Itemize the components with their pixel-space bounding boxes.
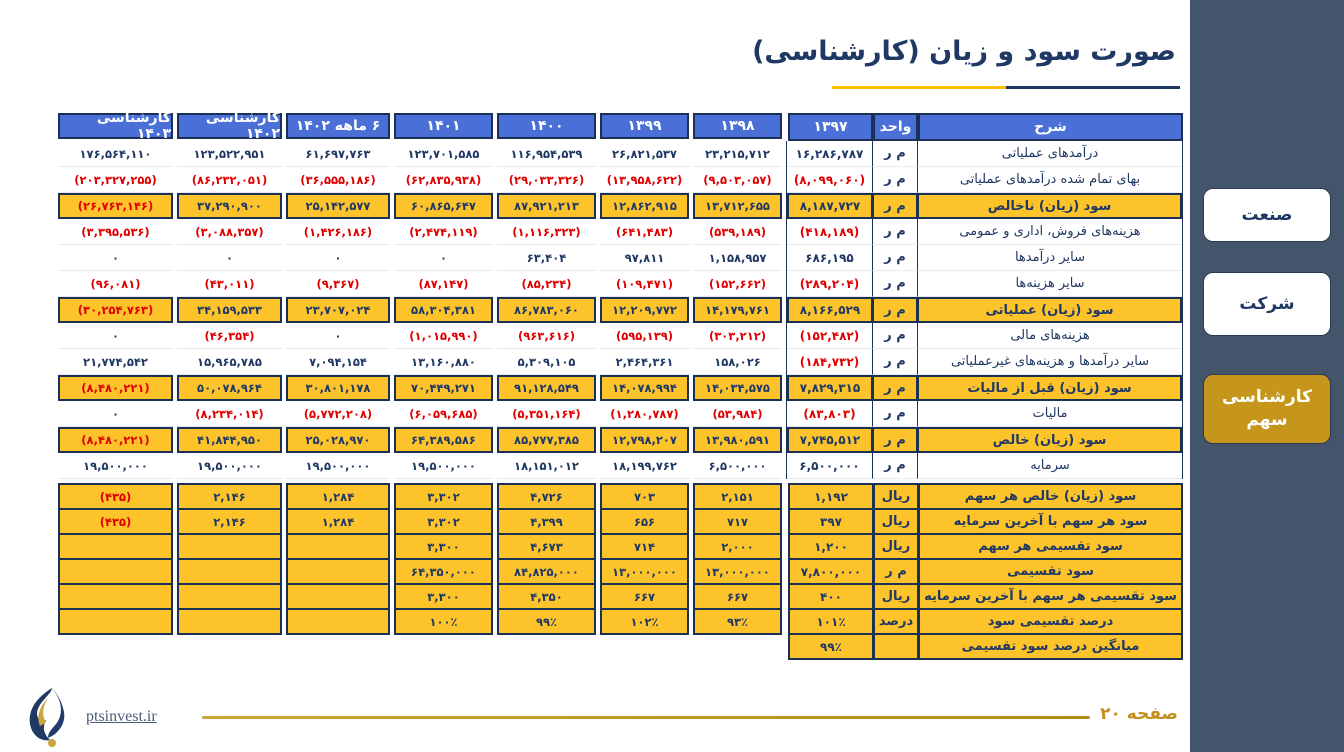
row-unit: م ر	[872, 349, 917, 375]
value-cell: (۱۵۲,۴۸۲)	[787, 323, 872, 349]
row-label: سرمایه	[917, 453, 1182, 479]
year-header: ۱۳۹۹	[600, 113, 689, 139]
row-unit: م ر	[872, 401, 917, 427]
value-cell: ۶,۵۰۰,۰۰۰	[693, 453, 782, 479]
value-cell: (۵۳,۹۸۴)	[693, 401, 782, 427]
value-cell: (۴۳۵)	[58, 483, 173, 510]
value-cell: ۱۲,۷۹۸,۲۰۷	[600, 427, 689, 453]
value-cell: ۴۱,۸۴۴,۹۵۰	[177, 427, 282, 453]
table-row	[787, 453, 1182, 479]
value-cell: (۹,۳۶۷)	[286, 271, 390, 297]
row-label: هزینه‌های فروش، اداری و عمومی	[917, 219, 1182, 245]
value-cell: (۲,۴۷۴,۱۱۹)	[394, 219, 493, 245]
value-cell: ۱۸,۱۹۹,۷۶۲	[600, 453, 689, 479]
row-label: سایر درآمدها	[917, 245, 1182, 271]
value-cell: ۱۷۶,۵۶۴,۱۱۰	[58, 141, 173, 167]
table-row	[787, 401, 1182, 427]
value-cell: ۶۳,۴۰۴	[497, 245, 596, 271]
row-label: سود (زیان) خالص	[917, 427, 1182, 453]
row-label: بهای تمام شده درآمدهای عملیاتی	[917, 167, 1182, 193]
value-cell: ۱۱۶,۹۵۴,۵۳۹	[497, 141, 596, 167]
value-cell: ۱۵,۹۶۵,۷۸۵	[177, 349, 282, 375]
value-cell: ۴۰۰	[788, 583, 873, 610]
pl-table	[58, 110, 1183, 660]
value-cell	[177, 608, 282, 635]
value-cell: ۲,۴۶۴,۳۶۱	[600, 349, 689, 375]
value-cell: (۲۹,۰۳۳,۳۲۶)	[497, 167, 596, 193]
value-cell: ۳۰,۸۰۱,۱۷۸	[286, 375, 390, 401]
value-cell: ۷۰۳	[600, 483, 689, 510]
value-cell: (۵۳۹,۱۸۹)	[693, 219, 782, 245]
value-cell: ۱۹,۵۰۰,۰۰۰	[58, 453, 173, 479]
value-cell: (۸,۴۸۰,۲۲۱)	[58, 375, 173, 401]
table-row	[787, 375, 1182, 401]
year-header: کارشناسی ۱۴۰۳	[58, 113, 173, 139]
value-cell: ۶,۵۰۰,۰۰۰	[787, 453, 872, 479]
row-unit: م ر	[872, 193, 917, 219]
value-cell: ۷,۰۹۴,۱۵۴	[286, 349, 390, 375]
sidebar-button-label: کارشناسی سهم	[1221, 387, 1312, 430]
value-cell: (۳۶,۵۵۵,۱۸۶)	[286, 167, 390, 193]
year-header: ۶ ماهه ۱۴۰۲	[286, 113, 390, 139]
value-cell: (۸۳,۸۰۳)	[787, 401, 872, 427]
value-cell: ۱۴,۱۷۹,۷۶۱	[693, 297, 782, 323]
value-cell: ۶۰,۸۶۵,۶۴۷	[394, 193, 493, 219]
value-cell: (۴۳۵)	[58, 508, 173, 535]
row-label: سود (زیان) قبل از مالیات	[917, 375, 1182, 401]
value-cell: ۱۵۸,۰۲۶	[693, 349, 782, 375]
value-cell: ۸۵,۷۷۷,۳۸۵	[497, 427, 596, 453]
value-cell: ۸۴,۸۲۵,۰۰۰	[497, 558, 596, 585]
unit-header: واحد	[873, 113, 918, 141]
value-cell: ۰	[58, 323, 173, 349]
row-unit: ریال	[873, 508, 918, 535]
value-cell: ۲۱,۷۷۴,۵۴۲	[58, 349, 173, 375]
table-row	[787, 245, 1182, 271]
row-label: میانگین درصد سود تقسیمی	[918, 633, 1183, 660]
value-cell: ۵,۳۰۹,۱۰۵	[497, 349, 596, 375]
page-title: صورت سود و زیان (کارشناسی)	[752, 36, 1176, 67]
footer-site-link[interactable]: ptsinvest.ir	[86, 708, 157, 725]
value-cell: ۵۸,۳۰۴,۳۸۱	[394, 297, 493, 323]
table-row	[787, 427, 1182, 453]
value-cell: ۲,۱۴۶	[177, 508, 282, 535]
value-cell: (۱۸۴,۷۳۲)	[787, 349, 872, 375]
value-cell: ۸,۱۸۷,۷۲۷	[787, 193, 872, 219]
value-cell: ۱۹,۵۰۰,۰۰۰	[286, 453, 390, 479]
row-label: مالیات	[917, 401, 1182, 427]
row-unit: م ر	[872, 167, 917, 193]
page-number: صفحه ۲۰	[1100, 704, 1178, 724]
value-cell: ۱۳,۹۸۰,۵۹۱	[693, 427, 782, 453]
value-cell: ۱۹,۵۰۰,۰۰۰	[394, 453, 493, 479]
value-cell: ۱۲۳,۷۰۱,۵۸۵	[394, 141, 493, 167]
title-underline	[832, 86, 1180, 89]
value-cell: (۶,۰۵۹,۶۸۵)	[394, 401, 493, 427]
sidebar	[1190, 0, 1344, 752]
value-cell: ۱۰۱٪	[788, 608, 873, 635]
value-cell	[58, 583, 173, 610]
row-unit: م ر	[872, 271, 917, 297]
table-row	[787, 193, 1182, 219]
year-header: ۱۳۹۷	[788, 113, 873, 141]
value-cell: ۲۶,۸۲۱,۵۳۷	[600, 141, 689, 167]
value-cell: ۱,۱۵۸,۹۵۷	[693, 245, 782, 271]
row-unit	[873, 633, 918, 660]
row-label: سود تقسیمی هر سهم با آخرین سرمایه	[918, 583, 1183, 610]
row-unit: ریال	[873, 483, 918, 510]
value-cell: (۹۶,۰۸۱)	[58, 271, 173, 297]
value-cell: (۸۶,۲۳۲,۰۵۱)	[177, 167, 282, 193]
value-cell: (۵۹۵,۱۳۹)	[600, 323, 689, 349]
value-cell: ۶۴,۳۸۹,۵۸۶	[394, 427, 493, 453]
value-cell	[58, 558, 173, 585]
value-cell	[286, 583, 390, 610]
table-row	[787, 141, 1182, 167]
value-cell: ۱,۲۰۰	[788, 533, 873, 560]
row-label: سایر درآمدها و هزینه‌های غیرعملیاتی	[917, 349, 1182, 375]
value-cell: ۳۷,۲۹۰,۹۰۰	[177, 193, 282, 219]
year-column	[497, 113, 596, 660]
row-unit: م ر	[872, 427, 917, 453]
sidebar-button-label: شرکت	[1239, 293, 1295, 314]
value-cell: (۸,۲۳۴,۰۱۴)	[177, 401, 282, 427]
value-cell: ۴,۳۵۰	[497, 583, 596, 610]
value-cell: ۱۹,۵۰۰,۰۰۰	[177, 453, 282, 479]
value-cell: (۲۶,۷۶۳,۱۴۶)	[58, 193, 173, 219]
value-cell: ۱۲,۸۶۲,۹۱۵	[600, 193, 689, 219]
value-cell: (۱,۱۱۶,۳۲۳)	[497, 219, 596, 245]
year-header: ۱۳۹۸	[693, 113, 782, 139]
value-cell: ۹۹٪	[788, 633, 873, 660]
value-cell: (۱,۴۲۶,۱۸۶)	[286, 219, 390, 245]
value-cell: (۹,۵۰۳,۰۵۷)	[693, 167, 782, 193]
value-cell: (۸۵,۲۳۴)	[497, 271, 596, 297]
value-cell	[58, 533, 173, 560]
value-cell: ۱۳,۰۰۰,۰۰۰	[693, 558, 782, 585]
value-cell: ۱۴,۰۳۴,۵۷۵	[693, 375, 782, 401]
value-cell: (۱۳,۹۵۸,۶۲۲)	[600, 167, 689, 193]
flame-logo-icon	[22, 686, 74, 748]
value-cell: ۸۶,۷۸۳,۰۶۰	[497, 297, 596, 323]
footer-divider	[202, 716, 1090, 719]
table-row	[787, 219, 1182, 245]
value-cell: ۱۲,۲۰۹,۷۷۲	[600, 297, 689, 323]
row-unit: م ر	[872, 323, 917, 349]
value-cell: ۶۶۷	[600, 583, 689, 610]
row-unit: م ر	[872, 245, 917, 271]
row-unit: ریال	[873, 583, 918, 610]
value-cell: ۱۰۲٪	[600, 608, 689, 635]
sidebar-button-company[interactable]	[1203, 272, 1331, 336]
value-cell: ۴,۳۹۹	[497, 508, 596, 535]
value-cell: ۰	[58, 245, 173, 271]
value-cell: (۶۴۱,۴۸۳)	[600, 219, 689, 245]
sidebar-button-share-analysis[interactable]	[1203, 374, 1331, 444]
table-row	[787, 297, 1182, 323]
value-cell: ۱۳,۱۶۰,۸۸۰	[394, 349, 493, 375]
value-cell: (۱۰۹,۴۷۱)	[600, 271, 689, 297]
value-cell: ۲۳,۲۱۵,۷۱۲	[693, 141, 782, 167]
value-cell: ۰	[58, 401, 173, 427]
table-row	[787, 349, 1182, 375]
value-cell: ۱۳,۰۰۰,۰۰۰	[600, 558, 689, 585]
value-cell: ۹۳٪	[693, 608, 782, 635]
value-cell	[177, 533, 282, 560]
value-cell: ۷۱۷	[693, 508, 782, 535]
value-cell: ۲,۱۵۱	[693, 483, 782, 510]
value-cell	[177, 583, 282, 610]
table-row	[786, 483, 1183, 510]
value-cell	[58, 608, 173, 635]
table-row	[787, 323, 1182, 349]
year-column	[394, 113, 493, 660]
table-row	[786, 533, 1183, 560]
year-column	[600, 113, 689, 660]
value-cell: ۲۳,۷۰۷,۰۲۴	[286, 297, 390, 323]
row-unit: ریال	[873, 533, 918, 560]
value-cell: ۱۶,۲۸۶,۷۸۷	[787, 141, 872, 167]
value-cell: (۹۶۳,۶۱۶)	[497, 323, 596, 349]
value-cell: ۱۸,۱۵۱,۰۱۲	[497, 453, 596, 479]
value-cell: (۸,۴۸۰,۲۲۱)	[58, 427, 173, 453]
value-cell: ۲,۱۴۶	[177, 483, 282, 510]
value-cell: (۱,۰۱۵,۹۹۰)	[394, 323, 493, 349]
value-cell: (۸۷,۱۴۷)	[394, 271, 493, 297]
year-header: کارشناسی ۱۴۰۲	[177, 113, 282, 139]
value-cell: ۹۱,۱۲۸,۵۴۹	[497, 375, 596, 401]
value-cell: ۳,۳۰۰	[394, 533, 493, 560]
value-cell: ۵۰,۰۷۸,۹۶۴	[177, 375, 282, 401]
value-cell: ۳۹۷	[788, 508, 873, 535]
row-unit: م ر	[872, 141, 917, 167]
value-cell: (۳,۳۹۵,۵۳۶)	[58, 219, 173, 245]
row-unit: م ر	[872, 453, 917, 479]
value-cell: ۱۲۳,۵۲۲,۹۵۱	[177, 141, 282, 167]
value-cell: (۲۰۳,۳۲۷,۲۵۵)	[58, 167, 173, 193]
row-unit: م ر	[872, 297, 917, 323]
row-label: سود (زیان) ناخالص	[917, 193, 1182, 219]
table-row	[787, 167, 1182, 193]
row-label: هزینه‌های مالی	[917, 323, 1182, 349]
table-row	[786, 583, 1183, 610]
value-cell: ۳,۳۰۲	[394, 508, 493, 535]
row-label: سایر هزینه‌ها	[917, 271, 1182, 297]
row-label: درآمدهای عملیاتی	[917, 141, 1182, 167]
value-cell: ۷,۷۴۵,۵۱۲	[787, 427, 872, 453]
row-unit: م ر	[872, 375, 917, 401]
description-column-group	[786, 113, 1183, 660]
value-cell: ۹۹٪	[497, 608, 596, 635]
value-cell: ۲۵,۱۴۲,۵۷۷	[286, 193, 390, 219]
row-label: سود تقسیمی هر سهم	[918, 533, 1183, 560]
value-cell: (۱,۲۸۰,۷۸۷)	[600, 401, 689, 427]
value-cell: (۳۰۳,۲۱۲)	[693, 323, 782, 349]
value-cell: ۸۷,۹۲۱,۲۱۳	[497, 193, 596, 219]
sidebar-button-industry[interactable]	[1203, 188, 1331, 242]
sidebar-button-label: صنعت	[1241, 204, 1293, 225]
row-unit: درصد	[873, 608, 918, 635]
year-column	[286, 113, 390, 660]
value-cell: ۰	[177, 245, 282, 271]
value-cell: ۳,۳۰۰	[394, 583, 493, 610]
value-cell: ۱,۱۹۲	[788, 483, 873, 510]
value-cell: (۵,۳۵۱,۱۶۴)	[497, 401, 596, 427]
value-cell: (۴۱۸,۱۸۹)	[787, 219, 872, 245]
table-row	[786, 508, 1183, 535]
value-cell: ۷,۸۰۰,۰۰۰	[788, 558, 873, 585]
value-cell: ۶۶۷	[693, 583, 782, 610]
value-cell	[177, 558, 282, 585]
year-header: ۱۴۰۰	[497, 113, 596, 139]
table-row	[786, 558, 1183, 585]
value-cell: ۱,۲۸۴	[286, 483, 390, 510]
year-header: ۱۴۰۱	[394, 113, 493, 139]
row-unit: م ر	[872, 219, 917, 245]
value-cell: ۴,۷۲۶	[497, 483, 596, 510]
row-label: سود تقسیمی	[918, 558, 1183, 585]
value-cell: (۲۸۹,۲۰۴)	[787, 271, 872, 297]
year-column	[693, 113, 782, 660]
value-cell: (۶۲,۸۳۵,۹۳۸)	[394, 167, 493, 193]
value-cell: ۱۳,۷۱۲,۶۵۵	[693, 193, 782, 219]
row-label: سود هر سهم با آخرین سرمایه	[918, 508, 1183, 535]
year-column	[58, 110, 173, 660]
value-cell: ۹۷,۸۱۱	[600, 245, 689, 271]
value-cell: ۶۱,۶۹۷,۷۶۳	[286, 141, 390, 167]
value-cell	[286, 608, 390, 635]
value-cell: ۳۴,۱۵۹,۵۳۳	[177, 297, 282, 323]
value-cell: ۶۵۶	[600, 508, 689, 535]
value-cell: ۶۴,۳۵۰,۰۰۰	[394, 558, 493, 585]
row-label: سود (زیان) خالص هر سهم	[918, 483, 1183, 510]
value-cell: ۱۰۰٪	[394, 608, 493, 635]
value-cell: ۲۵,۰۲۸,۹۷۰	[286, 427, 390, 453]
value-cell: ۲,۰۰۰	[693, 533, 782, 560]
value-cell: (۴۶,۳۵۴)	[177, 323, 282, 349]
value-cell: (۱۵۲,۶۶۲)	[693, 271, 782, 297]
value-cell: ۰	[286, 245, 390, 271]
value-cell: (۵,۷۷۲,۲۰۸)	[286, 401, 390, 427]
table-row	[787, 271, 1182, 297]
value-cell: ۱,۲۸۴	[286, 508, 390, 535]
value-cell: ۷۱۴	[600, 533, 689, 560]
table-row	[786, 633, 1183, 660]
value-cell: ۷۰,۴۴۹,۲۷۱	[394, 375, 493, 401]
value-cell: (۸,۰۹۹,۰۶۰)	[787, 167, 872, 193]
value-cell: (۴۳,۰۱۱)	[177, 271, 282, 297]
value-cell	[286, 533, 390, 560]
value-cell: (۳,۰۸۸,۳۵۷)	[177, 219, 282, 245]
value-cell: (۳۰,۲۵۴,۷۶۳)	[58, 297, 173, 323]
value-cell: ۴,۶۷۳	[497, 533, 596, 560]
row-label: سود (زیان) عملیاتی	[917, 297, 1182, 323]
value-cell: ۰	[394, 245, 493, 271]
row-label: درصد تقسیمی سود	[918, 608, 1183, 635]
value-cell: ۳,۳۰۲	[394, 483, 493, 510]
year-column	[177, 110, 282, 660]
row-unit: م ر	[873, 558, 918, 585]
value-cell: ۱۴,۰۷۸,۹۹۴	[600, 375, 689, 401]
desc-header: شرح	[918, 113, 1183, 141]
value-cell	[286, 558, 390, 585]
value-cell: ۶۸۶,۱۹۵	[787, 245, 872, 271]
value-cell: ۰	[286, 323, 390, 349]
table-row	[786, 608, 1183, 635]
value-cell: ۷,۸۲۹,۳۱۵	[787, 375, 872, 401]
value-cell: ۸,۱۶۶,۵۲۹	[787, 297, 872, 323]
